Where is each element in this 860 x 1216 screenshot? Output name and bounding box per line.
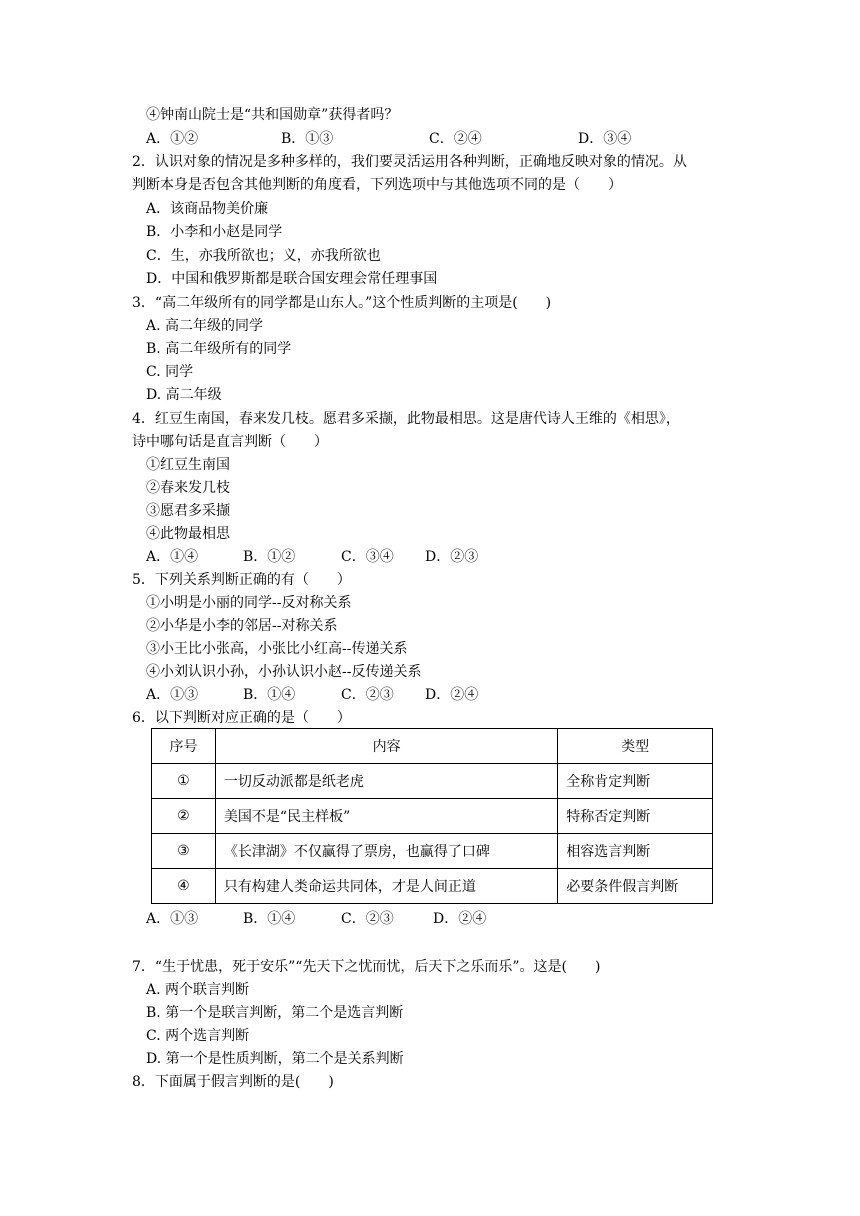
q5-option-c: C．②③ — [341, 687, 394, 703]
cell-content: 《长津湖》不仅赢得了票房，也赢得了口碑 — [215, 834, 557, 869]
q1-option-d: D．③④ — [578, 131, 632, 147]
q2-option-c: C．生，亦我所欲也；义，亦我所欲也 — [146, 248, 381, 264]
q4-item-2: ②春来发几枝 — [146, 480, 230, 496]
q4-option-a: A．①④ — [146, 549, 199, 565]
q4-stem-line1: 4．红豆生南国，春来发几枝。愿君多采撷，此物最相思。这是唐代诗人王维的《相思》， — [132, 411, 680, 427]
cell-index: ② — [152, 799, 216, 834]
q5-stem: 5．下列关系判断正确的有（ ） — [132, 572, 351, 588]
cell-type: 特称否定判断 — [558, 799, 713, 834]
q4-option-d: D．②③ — [425, 549, 479, 565]
q3-option-a: A. 高二年级的同学 — [146, 318, 264, 334]
header-type: 类型 — [558, 729, 713, 764]
q4-stem-line2: 诗中哪句话是直言判断（ ） — [132, 434, 328, 450]
q7-option-c: C. 两个选言判断 — [146, 1028, 250, 1044]
q2-option-d: D．中国和俄罗斯都是联合国安理会常任理事国 — [146, 271, 438, 287]
q6-option-a: A．①③ — [146, 911, 199, 927]
q7-option-b: B. 第一个是联言判断，第二个是选言判断 — [146, 1005, 404, 1021]
q6-option-d: D．②④ — [433, 911, 487, 927]
cell-index: ③ — [152, 834, 216, 869]
q5-option-b: B．①④ — [243, 687, 296, 703]
cell-type: 必要条件假言判断 — [558, 869, 713, 904]
cell-content: 只有构建人类命运共同体，才是人间正道 — [215, 869, 557, 904]
q4-item-1: ①红豆生南国 — [146, 457, 230, 473]
q4-item-4: ④此物最相思 — [146, 526, 230, 542]
q5-option-a: A．①③ — [146, 687, 199, 703]
q5-item-3: ③小王比小张高，小张比小红高--传递关系 — [146, 641, 408, 657]
q5-item-1: ①小明是小丽的同学--反对称关系 — [146, 595, 352, 611]
q7-option-a: A. 两个联言判断 — [146, 982, 250, 998]
q5-item-4: ④小刘认识小孙，小孙认识小赵--反传递关系 — [146, 664, 422, 680]
header-content: 内容 — [215, 729, 557, 764]
q4-item-3: ③愿君多采撷 — [146, 503, 230, 519]
q3-stem: 3．“高二年级所有的同学都是山东人。”这个性质判断的主项是( ) — [132, 295, 552, 311]
q2-option-b: B．小李和小赵是同学 — [146, 224, 283, 240]
q6-option-c: C．②③ — [341, 911, 394, 927]
cell-type: 全称肯定判断 — [558, 764, 713, 799]
q1-option-a: A．①② — [146, 131, 199, 147]
q7-stem: 7．“生于忧患，死于安乐”“先天下之忧而忧，后天下之乐而乐”。这是( ) — [132, 959, 601, 975]
table-row — [152, 869, 713, 904]
cell-type: 相容选言判断 — [558, 834, 713, 869]
q6-judgment-table — [151, 728, 713, 904]
cell-content: 一切反动派都是纸老虎 — [215, 764, 557, 799]
q3-option-b: B. 高二年级所有的同学 — [146, 341, 292, 357]
q3-option-d: D. 高二年级 — [146, 387, 222, 403]
q1-item-4: ④钟南山院士是“共和国勋章”获得者吗？ — [146, 107, 399, 123]
cell-index: ④ — [152, 869, 216, 904]
q5-option-d: D．②④ — [425, 687, 479, 703]
q2-option-a: A．该商品物美价廉 — [146, 201, 269, 217]
q2-stem-line2: 判断本身是否包含其他判断的角度看，下列选项中与其他选项不同的是（ ） — [132, 177, 622, 193]
table-row — [152, 799, 713, 834]
q6-stem: 6．以下判断对应正确的是（ ） — [132, 710, 351, 726]
q4-option-c: C．③④ — [341, 549, 394, 565]
q1-option-c: C．②④ — [429, 131, 482, 147]
q4-option-b: B．①② — [243, 549, 296, 565]
table-header-row — [152, 729, 713, 764]
q3-option-c: C. 同学 — [146, 364, 194, 380]
q8-stem: 8．下面属于假言判断的是( ) — [132, 1074, 334, 1090]
cell-content: 美国不是“民主样板” — [215, 799, 557, 834]
table-row — [152, 834, 713, 869]
q6-option-b: B．①④ — [243, 911, 296, 927]
q5-item-2: ②小华是小李的邻居--对称关系 — [146, 618, 338, 634]
q2-stem-line1: 2．认识对象的情况是多种多样的，我们要灵活运用各种判断，正确地反映对象的情况。从 — [132, 154, 687, 170]
q1-option-b: B．①③ — [281, 131, 334, 147]
q7-option-d: D. 第一个是性质判断，第二个是关系判断 — [146, 1051, 404, 1067]
cell-index: ① — [152, 764, 216, 799]
header-index: 序号 — [152, 729, 216, 764]
table-row — [152, 764, 713, 799]
